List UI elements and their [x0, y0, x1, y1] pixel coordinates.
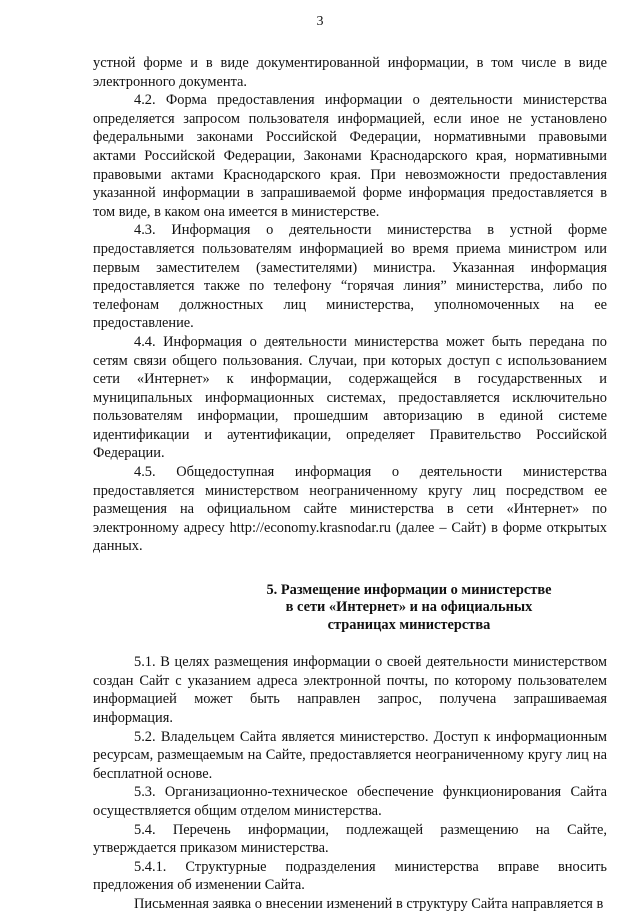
document-body [93, 54, 607, 914]
paragraph-4-4: 4.4. Информация о деятельности министерства может быть передана по сетям связи общего пользования. Случаи, при которых доступ с использованием сети «Интернет» к информации, содержащейся в государственных и муниципальных информационных системах, предоставляется исключительно пользователям информации, прошедшим авторизацию в единой системе идентификации и аутентификации, определяет Правительство Российской Федерации. [93, 333, 607, 462]
paragraph-5-1: 5.1. В целях размещения информации о своей деятельности министерством создан Сайт с указанием адреса электронной почты, по которому пользователем информацией может быть направлен запрос, получена запрашиваемая информация. [93, 654, 607, 727]
paragraph-4-5: 4.5. Общедоступная информация о деятельности министерства предоставляется министерством неограниченному кругу лиц посредством ее размещения на официальном сайте министерства в сети «Интернет» по электронному адресу http://economy.krasnodar.ru (далее – Сайт) в форме открытых данных. [93, 464, 607, 555]
paragraph-4-2: 4.2. Форма предоставления информации о деятельности министерства определяется запросом пользователя информацией, если иное не установлено федеральными законами Российской Федерации, нормативными правовыми актами Российской Федерации, Законами Краснодарского края, нормативными правовыми актами Краснодарского края. При невозможности предоставления указанной информации в запрашиваемой форме информация предоставляется в том виде, в каком она имеется в министерстве. [93, 92, 607, 220]
paragraph-5-2: 5.2. Владельцем Сайта является министерство. Доступ к информационным ресурсам, размещаемым на Сайте, предоставляется неограниченному кругу лиц на бесплатной основе. [93, 728, 607, 782]
paragraph-5-4: 5.4. Перечень информации, подлежащей размещению на Сайте, утверждается приказом министерства. [93, 821, 607, 857]
paragraph-written-request: Письменная заявка о внесении изменений в структуру Сайта направляется в [134, 895, 604, 912]
section-heading-line-2: в сети «Интернет» и на официальных [285, 599, 533, 616]
paragraph-5-3: 5.3. Организационно-техническое обеспечение функционирования Сайта осуществляется общим отделом министерства. [93, 784, 607, 819]
paragraph-continuation: устной форме и в виде документированной информации, в том числе в виде электронного документа. [93, 55, 607, 90]
paragraph-5-4-1: 5.4.1. Структурные подразделения министерства вправе вносить предложения об изменении Сайта. [93, 858, 607, 894]
section-heading-line-1: 5. Размещение информации о министерстве [266, 582, 552, 599]
page-number: 3 [316, 14, 324, 29]
section-heading-line-3: страницах министерства [327, 616, 491, 633]
section-heading [93, 582, 607, 634]
paragraph-4-3: 4.3. Информация о деятельности министерства в устной форме предоставляется пользователям информацией во время приема министром или первым заместителем (заместителями) министра. Указанная информация предоставляется также по телефону “горячая линия” министерства, либо по телефонам должностных лиц министерства, уполномоченных на ее предоставление. [93, 222, 607, 332]
